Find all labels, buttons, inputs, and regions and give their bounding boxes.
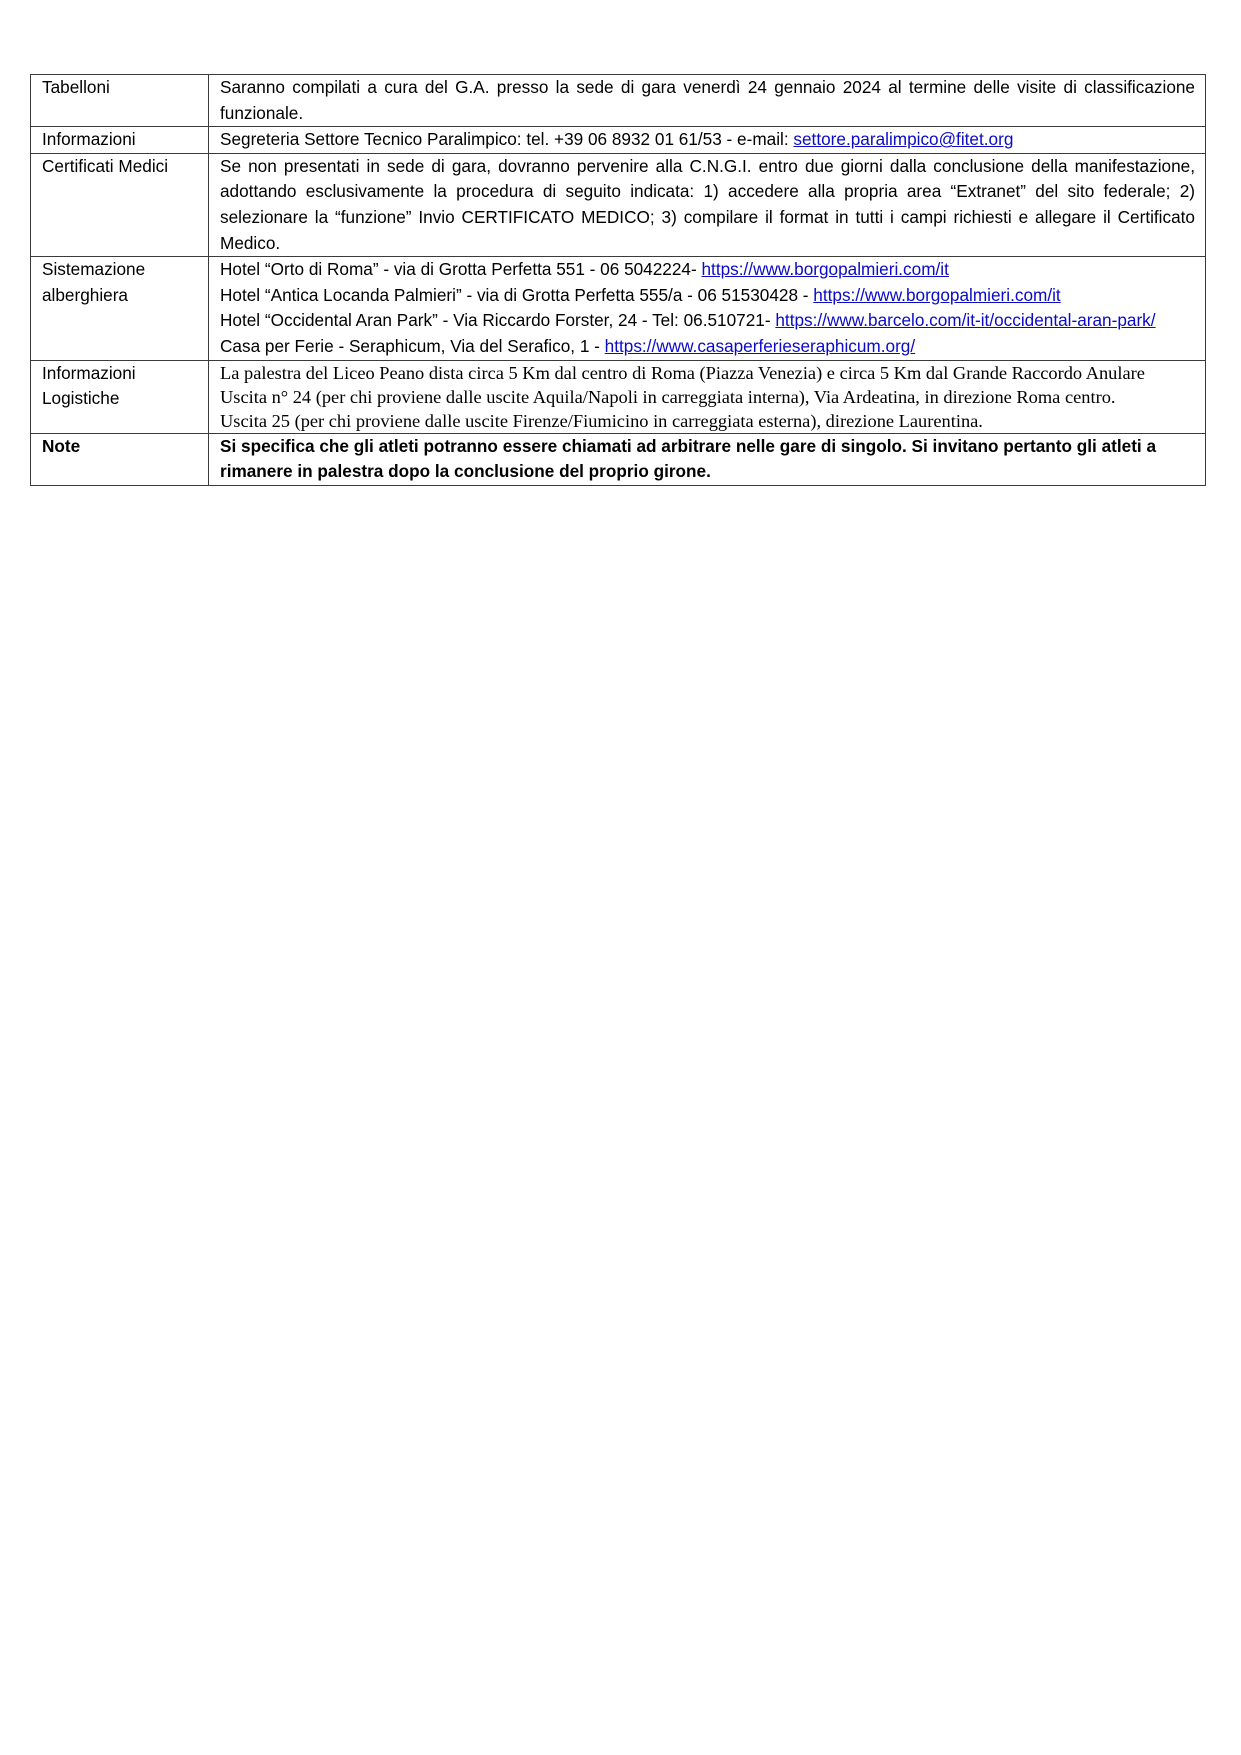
- hotel-item: [220, 257, 1195, 283]
- row-label: Note: [31, 433, 209, 485]
- hotel-item: [220, 308, 1195, 334]
- table-row-informazioni: [31, 127, 1206, 154]
- table-row-note: [31, 433, 1206, 485]
- hotel-item: [220, 283, 1195, 309]
- row-label: Informazioni Logistiche: [31, 360, 209, 433]
- email-link[interactable]: settore.paralimpico@fitet.org: [793, 129, 1014, 150]
- contact-text: Segreteria Settore Tecnico Paralimpico: tel. +39 06 8932 01 61/53 - e-mail:: [220, 129, 794, 150]
- logistics-paragraph: Uscita 25 (per chi proviene dalle uscite Firenze/Fiumicino in carreggiata esterna), direzione Laurentina.: [220, 410, 983, 431]
- row-label: Informazioni: [31, 127, 209, 154]
- row-value: [209, 127, 1206, 154]
- hotel-link[interactable]: https://www.borgopalmieri.com/it: [813, 284, 1061, 305]
- hotel-text: Hotel “Occidental Aran Park” - Via Riccardo Forster, 24 - Tel: 06.510721-: [220, 310, 776, 331]
- hotel-link[interactable]: https://www.barcelo.com/it-it/occidental-aran-park/: [775, 310, 1156, 331]
- row-value: Saranno compilati a cura del G.A. presso la sede di gara venerdì 24 gennaio 2024 al termine delle visite di classificazione funzionale.: [209, 75, 1206, 127]
- hotel-link[interactable]: https://www.casaperferieseraphicum.org/: [604, 335, 916, 356]
- hotel-text: Hotel “Antica Locanda Palmieri” - via di Grotta Perfetta 555/a - 06 51530428 -: [220, 284, 814, 305]
- info-table: [30, 74, 1206, 486]
- table-row-tabelloni: [31, 75, 1206, 127]
- logistics-info: [209, 360, 1206, 433]
- row-label: Sistemazione alberghiera: [31, 257, 209, 360]
- hotel-link[interactable]: https://www.borgopalmieri.com/it: [701, 259, 949, 280]
- hotel-list: [209, 257, 1206, 360]
- row-label: Tabelloni: [31, 75, 209, 127]
- row-label: Certificati Medici: [31, 153, 209, 256]
- row-value: Se non presentati in sede di gara, dovranno pervenire alla C.N.G.I. entro due giorni dalla conclusione della manifestazione, adottando esclusivamente la procedura di seguito indicata: 1) accedere alla propria area “Extranet” del sito federale; 2) selezionare la “funzione” Invio CERTIFICATO MEDICO; 3) compilare il format in tutti i campi richiesti e allegare il Certificato Medico.: [209, 153, 1206, 256]
- hotel-item: [220, 334, 1195, 360]
- row-value: Si specifica che gli atleti potranno essere chiamati ad arbitrare nelle gare di singolo. Si invitano pertanto gli atleti a rimanere in palestra dopo la conclusione del proprio girone.: [209, 433, 1206, 485]
- table-row-certificati: [31, 153, 1206, 256]
- table-row-sistemazione: [31, 257, 1206, 360]
- hotel-text: Casa per Ferie - Seraphicum, Via del Serafico, 1 -: [220, 335, 605, 356]
- logistics-paragraph: Uscita n° 24 (per chi proviene dalle uscite Aquila/Napoli in carreggiata interna), Via Ardeatina, in direzione Roma centro.: [220, 386, 1116, 407]
- table-row-logistiche: [31, 360, 1206, 433]
- logistics-paragraph: La palestra del Liceo Peano dista circa 5 Km dal centro di Roma (Piazza Venezia) e circa 5 Km dal Grande Raccordo Anulare: [220, 362, 1145, 383]
- hotel-text: Hotel “Orto di Roma” - via di Grotta Perfetta 551 - 06 5042224-: [220, 259, 702, 280]
